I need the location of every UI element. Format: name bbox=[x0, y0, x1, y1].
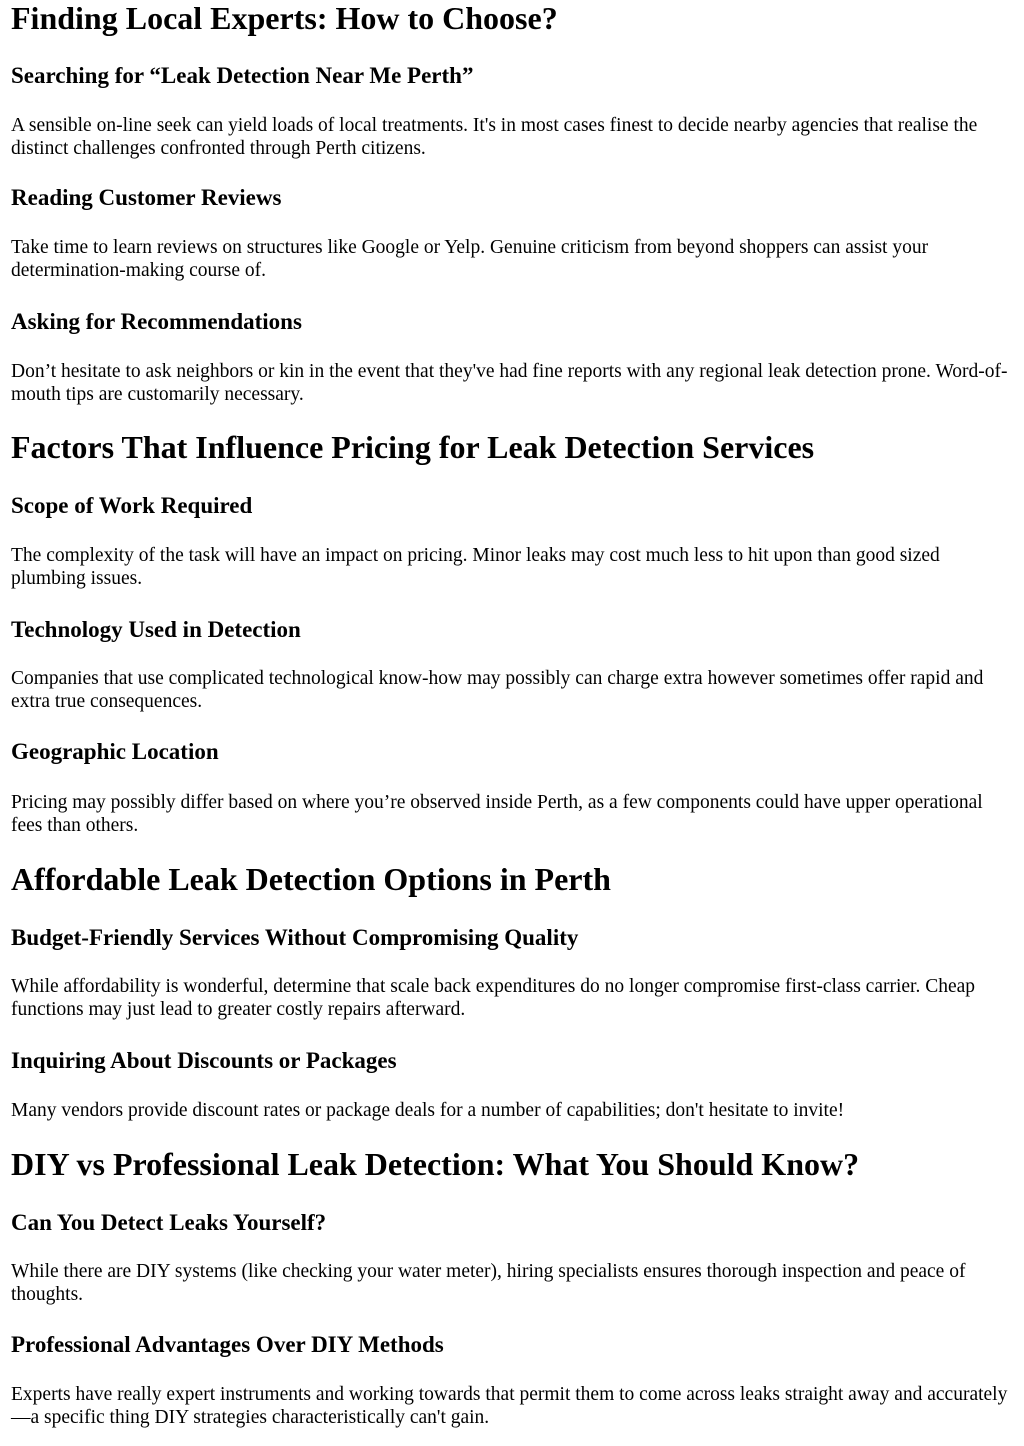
subheading-detect-yourself: Can You Detect Leaks Yourself? bbox=[11, 1210, 327, 1235]
section-heading-diy-vs-professional: DIY vs Professional Leak Detection: What You Should Know? bbox=[11, 1146, 860, 1182]
paragraph-discounts-packages: Many vendors provide discount rates or package deals for a number of capabilities; don't hesitate to invite! bbox=[11, 1100, 845, 1121]
subheading-reading-reviews: Reading Customer Reviews bbox=[11, 185, 282, 210]
paragraph-searching-near-me: A sensible on-line seek can yield loads of local treatments. It's in most cases finest to decide nearby agencies that realise the distinct challenges confronted through Perth citizens. bbox=[11, 115, 978, 159]
subheading-professional-advantages: Professional Advantages Over DIY Methods bbox=[11, 1332, 444, 1357]
subheading-discounts-packages: Inquiring About Discounts or Packages bbox=[11, 1048, 397, 1073]
paragraph-professional-advantages: Experts have really expert instruments and working towards that permit them to come across leaks straight away and accurately—a specific thing DIY strategies characteristically can't gain. bbox=[11, 1384, 1008, 1428]
paragraph-reading-reviews: Take time to learn reviews on structures like Google or Yelp. Genuine criticism from beyond shoppers can assist your determination-making course of. bbox=[11, 237, 929, 281]
subheading-asking-recommendations: Asking for Recommendations bbox=[11, 309, 302, 334]
subheading-budget-friendly: Budget-Friendly Services Without Compromising Quality bbox=[11, 925, 579, 950]
subheading-searching-near-me: Searching for “Leak Detection Near Me Perth” bbox=[11, 63, 474, 88]
section-heading-affordable-options: Affordable Leak Detection Options in Perth bbox=[11, 861, 611, 897]
subheading-technology-used: Technology Used in Detection bbox=[11, 617, 301, 642]
paragraph-technology-used: Companies that use complicated technological know-how may possibly can charge extra however sometimes offer rapid and extra true consequences. bbox=[11, 668, 984, 712]
section-heading-finding-local-experts: Finding Local Experts: How to Choose? bbox=[11, 0, 558, 36]
subheading-geographic-location: Geographic Location bbox=[11, 739, 219, 764]
paragraph-asking-recommendations: Don’t hesitate to ask neighbors or kin in the event that they've had fine reports with any regional leak detection prone. Word-of-mouth tips are customarily necessary. bbox=[11, 361, 1008, 405]
section-heading-pricing-factors: Factors That Influence Pricing for Leak Detection Services bbox=[11, 429, 815, 465]
subheading-scope-of-work: Scope of Work Required bbox=[11, 493, 253, 518]
paragraph-geographic-location: Pricing may possibly differ based on where you’re observed inside Perth, as a few components could have upper operational fees than others. bbox=[11, 792, 983, 836]
paragraph-budget-friendly: While affordability is wonderful, determine that scale back expenditures do no longer compromise first-class carrier. Cheap functions may just lead to greater costly repairs afterward. bbox=[11, 976, 976, 1020]
paragraph-detect-yourself: While there are DIY systems (like checking your water meter), hiring specialists ensures thorough inspection and peace of thoughts. bbox=[11, 1261, 966, 1305]
paragraph-scope-of-work: The complexity of the task will have an impact on pricing. Minor leaks may cost much less to hit upon than good sized plumbing issues. bbox=[11, 545, 940, 589]
